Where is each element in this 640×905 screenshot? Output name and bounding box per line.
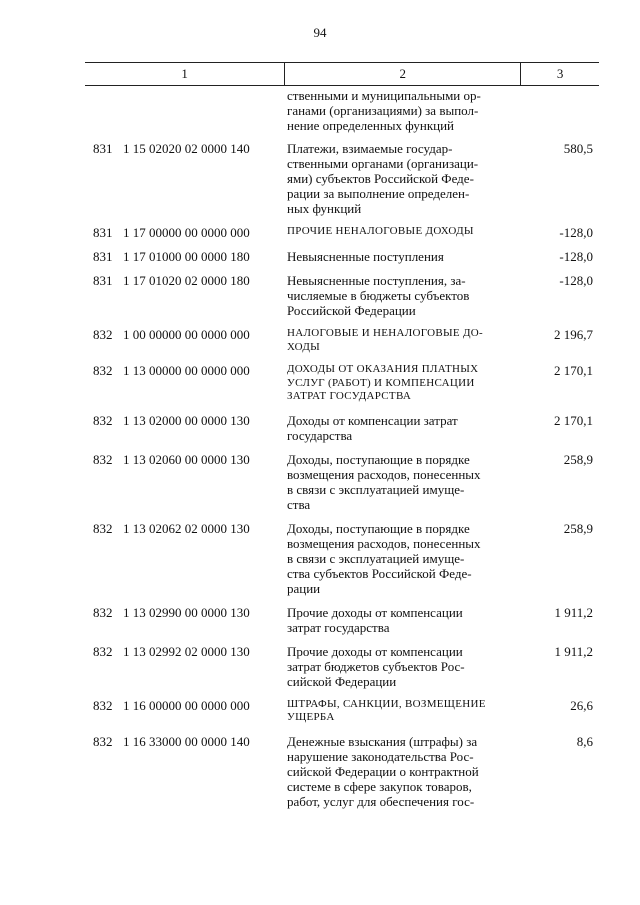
admin-code: 832 <box>93 327 113 342</box>
row-code-cell <box>85 363 285 404</box>
table-row <box>85 249 605 264</box>
row-code-cell <box>85 273 285 318</box>
admin-code: 831 <box>93 141 113 156</box>
budget-classification-code: 1 13 02060 00 0000 130 <box>123 451 250 467</box>
description-line: Российской Федерации <box>287 303 416 318</box>
description-line: ШТРАФЫ, САНКЦИИ, ВОЗМЕЩЕНИЕ <box>287 697 486 710</box>
admin-code: 831 <box>93 249 113 264</box>
table-row <box>85 698 605 725</box>
budget-classification-code: 1 13 02990 00 0000 130 <box>123 604 250 620</box>
admin-code: 832 <box>93 451 113 467</box>
row-amount: 2 170,1 <box>554 363 593 378</box>
table-row <box>85 88 605 133</box>
row-amount: 2 170,1 <box>554 412 593 428</box>
description-line: работ, услуг для обеспечения гос- <box>287 793 475 809</box>
budget-classification-code: 1 13 02000 00 0000 130 <box>123 412 250 428</box>
budget-classification-code: 1 13 00000 00 0000 000 <box>123 363 250 378</box>
description-line: ПРОЧИЕ НЕНАЛОГОВЫЕ ДОХОДЫ <box>287 225 474 237</box>
row-description <box>285 249 521 264</box>
column-header-2: 2 <box>285 63 521 85</box>
budget-classification-code: 1 13 02062 02 0000 130 <box>123 520 250 536</box>
description-line: ных функций <box>287 201 362 216</box>
description-line: государства <box>287 427 353 443</box>
table-body <box>85 88 605 818</box>
row-code-cell <box>85 521 285 596</box>
row-amount: 580,5 <box>563 141 593 156</box>
table-row <box>85 327 605 354</box>
table-row <box>85 273 605 318</box>
budget-classification-code: 1 17 01000 00 0000 180 <box>123 249 250 264</box>
description-line: затрат бюджетов субъектов Рос- <box>287 658 465 674</box>
admin-code: 831 <box>93 273 113 288</box>
description-line: Прочие доходы от компенсации <box>287 643 463 659</box>
description-line: нение определенных функций <box>287 118 455 133</box>
row-amount: 2 196,7 <box>554 327 593 342</box>
description-line: Доходы, поступающие в порядке <box>287 451 470 467</box>
description-line: Денежные взыскания (штрафы) за <box>287 733 478 749</box>
description-line: системе в сфере закупок товаров, <box>287 778 472 794</box>
column-header-1: 1 <box>85 63 285 85</box>
budget-classification-code: 1 00 00000 00 0000 000 <box>123 327 250 342</box>
description-line: затрат государства <box>287 619 390 635</box>
table-row <box>85 363 605 404</box>
row-amount: -128,0 <box>559 273 593 288</box>
description-line: УЩЕРБА <box>287 711 335 723</box>
page-number: 94 <box>313 25 327 40</box>
description-line: возмещения расходов, понесенных <box>287 466 481 482</box>
admin-code: 832 <box>93 733 113 749</box>
table-row <box>85 734 605 809</box>
row-amount: 258,9 <box>563 520 593 536</box>
row-description <box>285 644 521 689</box>
row-code-cell <box>85 249 285 264</box>
description-line: числяемые в бюджеты субъектов <box>287 288 470 303</box>
table-row <box>85 521 605 596</box>
row-amount: 258,9 <box>563 451 593 467</box>
row-amount: -128,0 <box>559 249 593 264</box>
row-code-cell <box>85 452 285 512</box>
row-description <box>285 698 521 725</box>
row-description <box>285 141 521 216</box>
description-line: нарушение законодательства Рос- <box>287 748 474 764</box>
row-description <box>285 452 521 512</box>
description-line: ХОДЫ <box>287 340 321 353</box>
row-amount: -128,0 <box>559 225 593 240</box>
admin-code: 832 <box>93 520 113 536</box>
description-line: сийской Федерации о контрактной <box>287 763 479 779</box>
table-header <box>85 62 599 86</box>
row-code-cell <box>85 413 285 443</box>
row-description <box>285 327 521 354</box>
row-code-cell <box>85 698 285 725</box>
description-line: в связи с эксплуатацией имуще- <box>287 550 465 566</box>
description-line: Платежи, взимаемые государ- <box>287 141 453 156</box>
description-line: УСЛУГ (РАБОТ) И КОМПЕНСАЦИИ <box>287 376 475 389</box>
description-line: рации <box>287 580 321 596</box>
row-code-cell <box>85 644 285 689</box>
table-row <box>85 644 605 689</box>
row-amount <box>521 88 599 133</box>
description-line: ДОХОДЫ ОТ ОКАЗАНИЯ ПЛАТНЫХ <box>287 363 479 375</box>
budget-classification-code: 1 16 33000 00 0000 140 <box>123 733 250 749</box>
table-row <box>85 413 605 443</box>
description-line: Невыясненные поступления, за- <box>287 273 466 288</box>
admin-code: 832 <box>93 604 113 620</box>
row-amount: 8,6 <box>576 733 593 749</box>
description-line: ственными и муниципальными ор- <box>287 88 481 103</box>
admin-code: 832 <box>93 363 113 378</box>
admin-code: 832 <box>93 643 113 659</box>
row-description <box>285 413 521 443</box>
row-amount: 26,6 <box>570 697 593 713</box>
table-row <box>85 605 605 635</box>
row-description <box>285 605 521 635</box>
admin-code: 831 <box>93 225 113 240</box>
table-row <box>85 225 605 240</box>
row-code-cell <box>85 327 285 354</box>
row-amount: 1 911,2 <box>554 604 593 620</box>
row-code-cell <box>85 605 285 635</box>
budget-classification-code: 1 16 00000 00 0000 000 <box>123 697 250 713</box>
budget-classification-code: 1 15 02020 02 0000 140 <box>123 141 250 156</box>
row-code-cell <box>85 141 285 216</box>
row-description <box>285 734 521 809</box>
admin-code: 832 <box>93 697 113 713</box>
description-line: Прочие доходы от компенсации <box>287 604 463 620</box>
row-description <box>285 273 521 318</box>
description-line: сийской Федерации <box>287 673 397 689</box>
row-description <box>285 225 521 240</box>
row-description <box>285 363 521 404</box>
description-line: в связи с эксплуатацией имуще- <box>287 481 465 497</box>
table-row <box>85 141 605 216</box>
budget-classification-code: 1 17 01020 02 0000 180 <box>123 273 250 288</box>
description-line: ства <box>287 496 311 512</box>
description-line: ганами (организациями) за выпол- <box>287 103 479 118</box>
column-header-3: 3 <box>556 66 564 81</box>
description-line: ями) субъектов Российской Феде- <box>287 171 474 186</box>
table-row <box>85 452 605 512</box>
admin-code: 832 <box>93 412 113 428</box>
description-line: рации за выполнение определен- <box>287 186 470 201</box>
description-line: возмещения расходов, понесенных <box>287 535 481 551</box>
description-line: Доходы от компенсации затрат <box>287 412 458 428</box>
row-description <box>285 521 521 596</box>
description-line: ства субъектов Российской Феде- <box>287 565 472 581</box>
budget-classification-code: 1 17 00000 00 0000 000 <box>123 225 250 240</box>
row-description <box>285 88 521 133</box>
description-line: ственными органами (организаци- <box>287 156 479 171</box>
row-code-cell <box>85 734 285 809</box>
row-code-cell <box>85 225 285 240</box>
description-line: Доходы, поступающие в порядке <box>287 520 470 536</box>
description-line: ЗАТРАТ ГОСУДАРСТВА <box>287 390 412 402</box>
row-amount: 1 911,2 <box>554 643 593 659</box>
budget-classification-code: 1 13 02992 02 0000 130 <box>123 643 250 659</box>
description-line: НАЛОГОВЫЕ И НЕНАЛОГОВЫЕ ДО- <box>287 327 484 339</box>
description-line: Невыясненные поступления <box>287 249 444 264</box>
row-code-cell <box>85 88 285 133</box>
